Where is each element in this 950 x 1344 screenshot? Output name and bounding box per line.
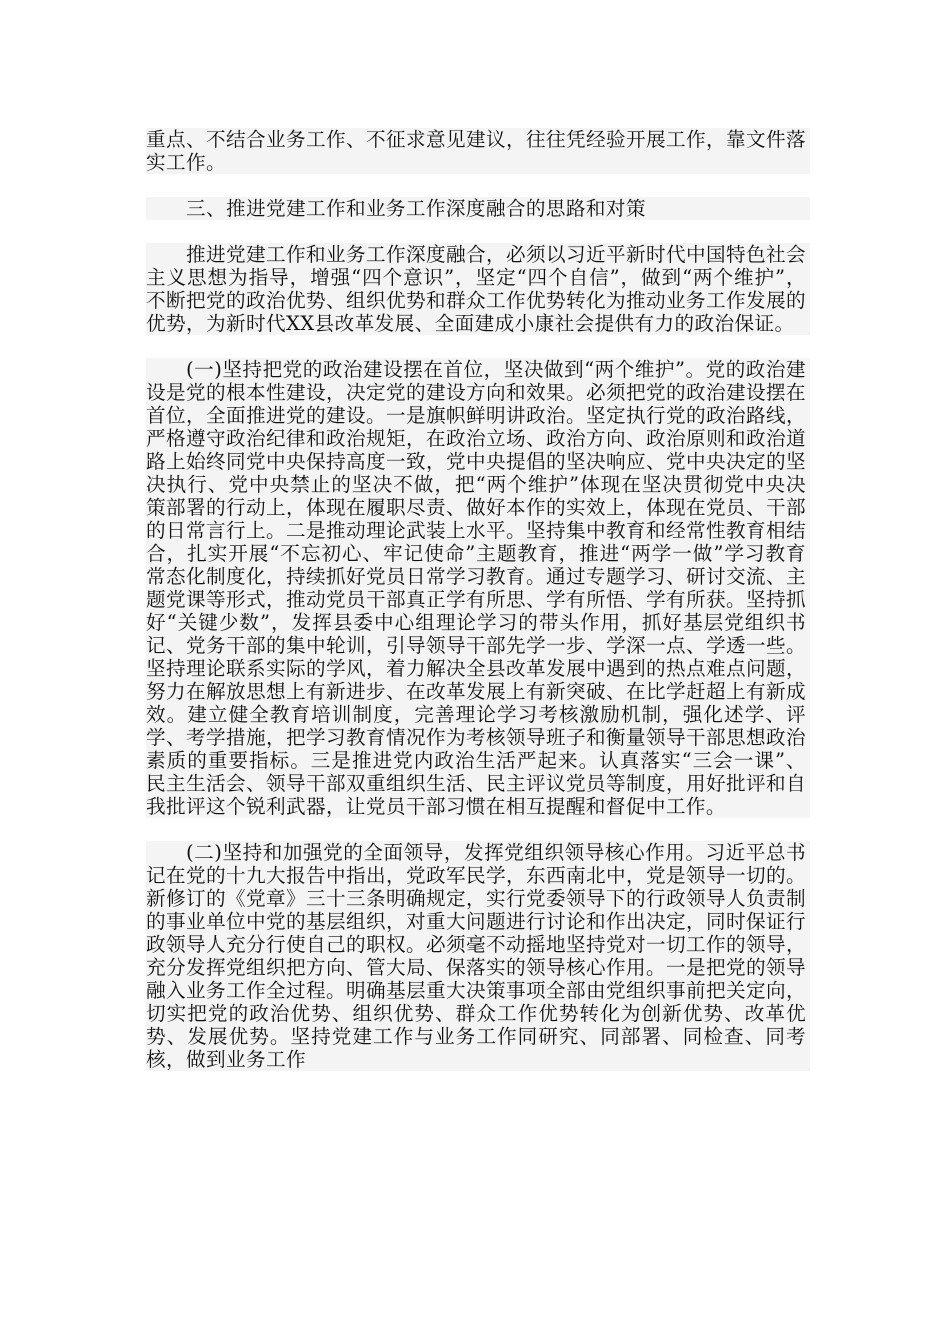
section-heading: 三、推进党建工作和业务工作深度融合的思路和对策	[146, 197, 810, 220]
paragraph-continuation: 重点、不结合业务工作、不征求意见建议，往往凭经验开展工作，靠文件落实工作。	[146, 128, 810, 174]
paragraph-gap	[146, 335, 810, 358]
paragraph-point-one: (一)坚持把党的政治建设摆在首位，坚决做到“两个维护”。党的政治建设是党的根本性建设，决定党的建设方向和效果。必须把党的政治建设摆在首位，全面推进党的建设。一是旗帜鲜明讲政治。坚定执行党的政治路线，严格遵守政治纪律和政治规矩，在政治立场、政治方向、政治原则和政治道路上始终同党中央保持高度一致，党中央提倡的坚决响应、党中央决定的坚决执行、党中央禁止的坚决不做，把“两个维护”体现在坚决贯彻党中央决策部署的行动上，体现在履职尽责、做好本作的实效上，体现在党员、干部的日常言行上。二是推动理论武装上水平。坚持集中教育和经常性教育相结合，扎实开展“不忘初心、牢记使命”主题教育，推进“两学一做”学习教育常态化制度化，持续抓好党员日常学习教育。通过专题学习、研讨交流、主题党课等形式，推动党员干部真正学有所思、学有所悟、学有所获。坚持抓好“关键少数”，发挥县委中心组理论学习的带头作用，抓好基层党组织书记、党务干部的集中轮训，引导领导干部先学一步、学深一点、学透一些。坚持理论联系实际的学风，着力解决全县改革发展中遇到的热点难点问题，努力在解放思想上有新进步、在改革发展上有新突破、在比学赶超上有新成效。建立健全教育培训制度，完善理论学习考核激励机制，强化述学、评学、考学措施，把学习教育情况作为考核领导班子和衡量领导干部思想政治素质的重要指标。三是推进党内政治生活严起来。认真落实“三会一课”、民主生活会、领导干部双重组织生活、民主评议党员等制度，用好批评和自我批评这个锐利武器，让党员干部习惯在相互提醒和督促中工作。	[146, 358, 810, 818]
document-page	[146, 128, 810, 1071]
paragraph-gap	[146, 220, 810, 243]
paragraph-gap	[146, 174, 810, 197]
paragraph-intro: 推进党建工作和业务工作深度融合，必须以习近平新时代中国特色社会主义思想为指导，增强“四个意识”，坚定“四个自信”，做到“两个维护”，不断把党的政治优势、组织优势和群众工作优势转化为推动业务工作发展的优势，为新时代XX县改革发展、全面建成小康社会提供有力的政治保证。	[146, 243, 810, 335]
paragraph-gap	[146, 818, 810, 841]
paragraph-point-two: (二)坚持和加强党的全面领导，发挥党组织领导核心作用。习近平总书记在党的十九大报告中指出，党政军民学，东西南北中，党是领导一切的。新修订的《党章》三十三条明确规定，实行党委领导下的行政领导人负责制的事业单位中党的基层组织，对重大问题进行讨论和作出决定，同时保证行政领导人充分行使自己的职权。必须毫不动摇地坚持党对一切工作的领导，充分发挥党组织把方向、管大局、保落实的领导核心作用。一是把党的领导融入业务工作全过程。明确基层重大决策事项全部由党组织事前把关定向，切实把党的政治优势、组织优势、群众工作优势转化为创新优势、改革优势、发展优势。坚持党建工作与业务工作同研究、同部署、同检查、同考核，做到业务工作	[146, 841, 810, 1071]
